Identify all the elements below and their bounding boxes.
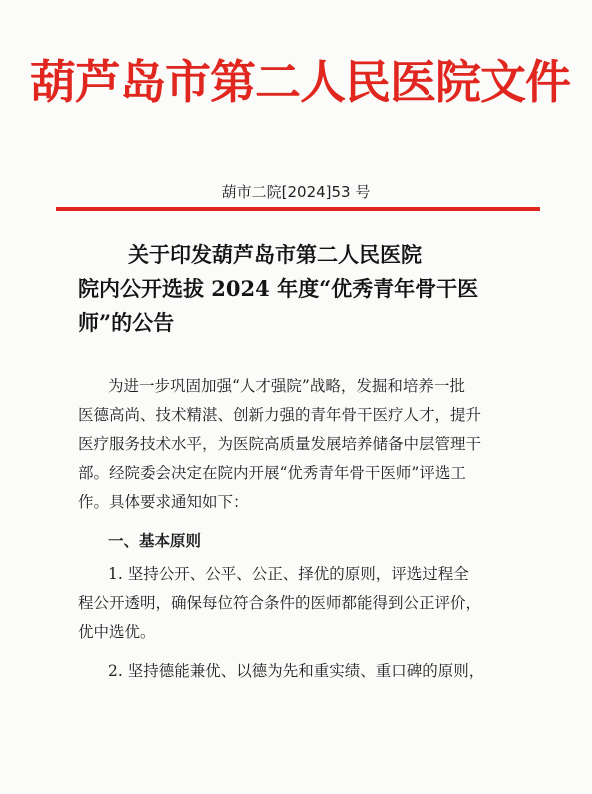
section-heading: 一、基本原则 bbox=[108, 532, 202, 550]
document-body bbox=[78, 372, 538, 686]
paragraph-line: 医德高尚、技术精湛、创新力强的青年骨干医疗人才，提升 bbox=[78, 406, 482, 424]
intro-paragraph bbox=[78, 372, 538, 517]
document-number: 葫市二院[2024]53 号 bbox=[221, 183, 371, 201]
announcement-title bbox=[72, 238, 532, 340]
paragraph-line: 程公开透明，确保每位符合条件的医师都能得到公正评价， bbox=[78, 594, 482, 612]
title-line: 师”的公告 bbox=[78, 310, 175, 335]
paragraph-gap bbox=[78, 647, 538, 657]
paragraph-line: 2. 坚持德能兼优、以德为先和重实绩、重口碑的原则， bbox=[108, 662, 485, 680]
paragraph-line: 1. 坚持公开、公平、公正、择优的原则，评选过程全 bbox=[108, 565, 469, 583]
principle-item-2 bbox=[78, 657, 538, 686]
document-masthead: 葫芦岛市第二人民医院文件 bbox=[30, 55, 570, 109]
red-divider-rule bbox=[56, 207, 540, 211]
paragraph-line: 优中选优。 bbox=[78, 623, 156, 641]
paragraph-line: 医疗服务技术水平，为医院高质量发展培养储备中层管理干 bbox=[78, 435, 482, 453]
paragraph-line: 部。经院委会决定在院内开展“优秀青年骨干医师”评选工 bbox=[78, 464, 466, 482]
paragraph-line: 作。具体要求通知如下： bbox=[78, 493, 249, 511]
title-line: 关于印发葫芦岛市第二人民医院 bbox=[128, 242, 422, 267]
title-line: 院内公开选拔 2024 年度“优秀青年骨干医 bbox=[78, 276, 479, 301]
principle-item-1 bbox=[78, 560, 538, 647]
paragraph-line: 为进一步巩固加强“人才强院”战略，发掘和培养一批 bbox=[108, 377, 465, 395]
